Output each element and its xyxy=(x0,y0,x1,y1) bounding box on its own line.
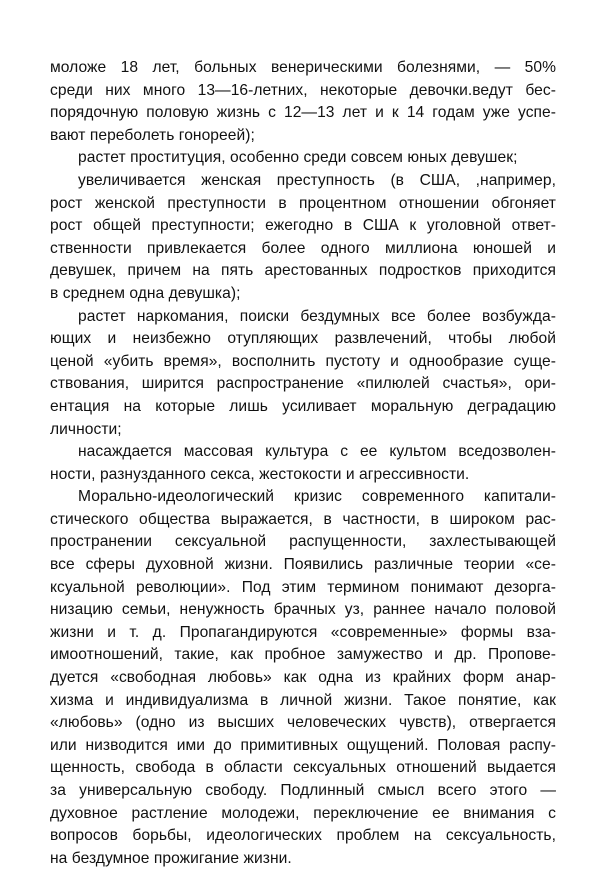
text-line: имоотношений, такие, как пробное замужество и др. Пропове- xyxy=(50,646,556,664)
text-line: щенность, свобода в области сексуальных отношений выдается xyxy=(50,759,556,777)
text-line: порядочную половую жизнь с 12—13 лет и к 14 годам уже успе- xyxy=(50,104,556,122)
text-line: девушек, причем на пять арестованных подростков приходится xyxy=(50,262,556,280)
text-line: ценой «убить время», восполнить пустоту и однообразие суще- xyxy=(50,352,556,370)
document-page xyxy=(50,57,556,870)
text-line: ющих и неизбежно отупляющих развлечений, чтобы любой xyxy=(50,330,556,348)
paragraph-3 xyxy=(50,170,556,306)
text-line: вают переболеть гонореей); xyxy=(50,126,255,144)
text-line: насаждается массовая культура с ее культом вседозволен- xyxy=(78,443,556,461)
text-line: рост женской преступности в процентном отношении обгоняет xyxy=(50,194,556,212)
text-line: пространении сексуальной распущенности, захлестывающей xyxy=(50,533,556,551)
paragraph-1 xyxy=(50,57,556,147)
text-line: на бездумное прожигание жизни. xyxy=(50,849,292,867)
text-line: ксуальной революции». Под этим термином понимают дезорга- xyxy=(50,578,556,596)
text-line: ствования, ширится распространение «пилюлей счастья», ори- xyxy=(50,375,556,393)
text-line: за универсальную свободу. Подлинный смысл всего этого — xyxy=(50,782,556,799)
text-line: среди них много 13—16-летних, некоторые девочки.ведут бес- xyxy=(50,81,556,99)
paragraph-6 xyxy=(50,486,556,870)
text-line: вопросов борьбы, идеологических проблем на сексуальность, xyxy=(50,827,556,845)
paragraph-5 xyxy=(50,441,556,486)
text-line: ентация на которые лишь усиливает моральную деградацию xyxy=(50,397,556,415)
text-line: личности; xyxy=(50,420,122,438)
text-line: все сферы духовной жизни. Появились различные теории «се- xyxy=(50,556,556,574)
text-line: моложе 18 лет, больных венерическими болезнями, — 50% xyxy=(50,59,556,76)
text-line: ности, разнузданного секса, жестокости и агрессивности. xyxy=(50,465,470,483)
text-line: духовное растление молодежи, переключение ее внимания с xyxy=(50,804,556,822)
text-line: хизма и индивидуализма в личной жизни. Такое понятие, как xyxy=(50,691,556,709)
text-line: в среднем одна девушка); xyxy=(50,284,241,302)
text-line: жизни и т. д. Пропагандируются «современные» формы вза- xyxy=(50,623,556,641)
text-line: увеличивается женская преступность (в США, ,например, xyxy=(78,171,556,189)
text-line: рост общей преступности; ежегодно в США к уголовной ответ- xyxy=(50,217,556,235)
paragraph-4 xyxy=(50,306,556,442)
text-line: Морально-идеологический кризис современного капитали- xyxy=(78,488,556,506)
text-line: растет проституция, особенно среди совсем юных девушек; xyxy=(78,149,518,167)
paragraph-2 xyxy=(50,147,556,170)
text-line: или низводится ими до примитивных ощущений. Половая распу- xyxy=(50,736,556,754)
text-line: низацию семьи, ненужность брачных уз, раннее начало половой xyxy=(50,601,556,619)
text-line: стического общества выражается, в частности, в широком рас- xyxy=(50,510,556,528)
text-line: «любовь» (одно из высших человеческих чувств), отвергается xyxy=(50,714,556,732)
text-line: растет наркомания, поиски бездумных все более возбужда- xyxy=(78,307,556,325)
text-line: ственности привлекается более одного миллиона юношей и xyxy=(50,239,556,257)
text-line: дуется «свободная любовь» как одна из крайних форм анар- xyxy=(50,669,556,687)
